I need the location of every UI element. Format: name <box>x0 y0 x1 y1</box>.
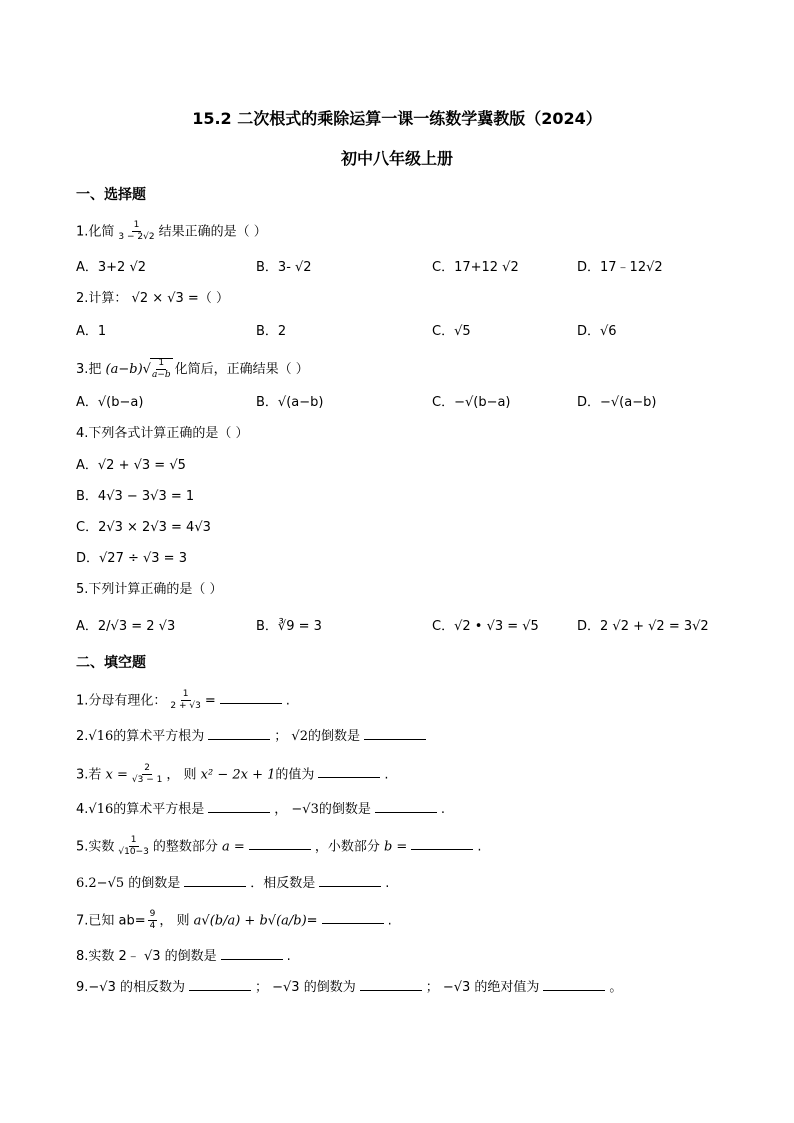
q5-option-c: C．√2 • √3 = √5 <box>432 619 539 634</box>
answer-blank[interactable] <box>364 728 426 740</box>
radical-fraction: $\frac{1}{a-b}$ <box>151 358 171 381</box>
fill-question-9: 9.−√3 的相反数为 ； −√3 的倒数为 ； −√3 的绝对值为 。 <box>76 980 623 995</box>
q4-option-b: B．4√3 − 3√3 = 1 <box>76 489 195 504</box>
page-subtitle: 初中八年级上册 <box>340 149 453 168</box>
q3-option-c: C．−√(b−a) <box>432 395 511 410</box>
answer-blank[interactable] <box>375 801 437 813</box>
q4-option-a: A．√2 + √3 = √5 <box>76 458 186 473</box>
q1-option-b: B．3- √2 <box>256 260 312 275</box>
q2-option-b: B．2 <box>256 324 287 339</box>
fraction: $\frac{9}{4}$ <box>149 909 156 932</box>
answer-blank[interactable] <box>318 766 380 778</box>
q2-option-d: D．√6 <box>577 324 617 339</box>
fill-question-2: 2.√16的算术平方根为 ； √2的倒数是 <box>76 728 430 743</box>
answer-blank[interactable] <box>249 838 311 850</box>
fill-question-3: 3.若 x = $\frac{2}{√3 - 1}$ ， 则 x² − 2x + 1的值为 . <box>76 763 389 786</box>
question-4: 4.下列各式计算正确的是（ ） <box>76 426 249 441</box>
q3-option-a: A．√(b−a) <box>76 395 144 410</box>
answer-blank[interactable] <box>360 979 422 991</box>
q3-option-d: D．−√(a−b) <box>577 395 657 410</box>
answer-blank[interactable] <box>543 979 605 991</box>
math-expression: (a−b) <box>105 361 143 377</box>
fraction: $\frac{1}{3 - 2√2}$ <box>118 220 155 243</box>
fill-question-6: 6.2−√5 的倒数是 ．相反数是 . <box>76 876 390 891</box>
fill-question-7: 7.已知 ab= $\frac{9}{4}$ ， 则 a√(b/a) + b√(a/b)= . <box>76 909 392 932</box>
fill-question-4: 4.√16的算术平方根是 ， −√3的倒数是 . <box>76 802 446 817</box>
q5-option-b: B．∛9 = 3 <box>256 619 322 634</box>
page-title: 15.2 二次根式的乘除运算一课一练数学冀教版（2024） <box>192 109 602 128</box>
section-heading-fill: 二、填空题 <box>76 655 146 671</box>
q3-option-b: B．√(a−b) <box>256 395 324 410</box>
answer-blank[interactable] <box>220 692 282 704</box>
q5-option-d: D．2 √2 + √2 = 3√2 <box>577 619 709 634</box>
q2-option-a: A．1 <box>76 324 107 339</box>
fraction: $\frac{1}{√10-3}$ <box>118 835 149 858</box>
answer-blank[interactable] <box>221 948 283 960</box>
question-3: 3.把 (a−b)√ $\frac{1}{a-b}$ 化简后，正确结果（ ） <box>76 358 309 381</box>
q1-option-d: D．17﹣12√2 <box>577 260 663 275</box>
question-1-suffix: 结果正确的是（ ） <box>158 224 267 240</box>
fill-question-1: 1.分母有理化： $\frac{1}{2 + √3}$ = . <box>76 689 290 712</box>
question-1 <box>76 221 267 243</box>
q1-option-c: C．17+12 √2 <box>432 260 519 275</box>
fraction: $\frac{1}{2 + √3}$ <box>170 689 201 712</box>
answer-blank[interactable] <box>319 875 381 887</box>
answer-blank[interactable] <box>189 979 251 991</box>
q4-option-d: D．√27 ÷ √3 = 3 <box>76 551 187 566</box>
question-2: 2.计算： √2 × √3 =（ ） <box>76 291 229 306</box>
q2-option-c: C．√5 <box>432 324 471 339</box>
q4-option-c: C．2√3 × 2√3 = 4√3 <box>76 520 211 535</box>
fill-question-5: 5.实数 $\frac{1}{√10-3}$ 的整数部分 a = ，小数部分 b = . <box>76 835 482 858</box>
fraction: $\frac{2}{√3 - 1}$ <box>131 763 163 786</box>
answer-blank[interactable] <box>208 728 270 740</box>
answer-blank[interactable] <box>184 875 246 887</box>
question-5: 5.下列计算正确的是（ ） <box>76 582 223 597</box>
answer-blank[interactable] <box>208 801 270 813</box>
question-1-prefix: 1.化简 <box>76 224 115 240</box>
q1-option-a: A．3+2 √2 <box>76 260 147 275</box>
fill-question-8: 8.实数 2﹣ √3 的倒数是 . <box>76 949 291 964</box>
q5-option-a: A．2/√3 = 2 √3 <box>76 619 176 634</box>
section-heading-choice: 一、选择题 <box>76 187 146 203</box>
answer-blank[interactable] <box>322 912 384 924</box>
answer-blank[interactable] <box>411 838 473 850</box>
